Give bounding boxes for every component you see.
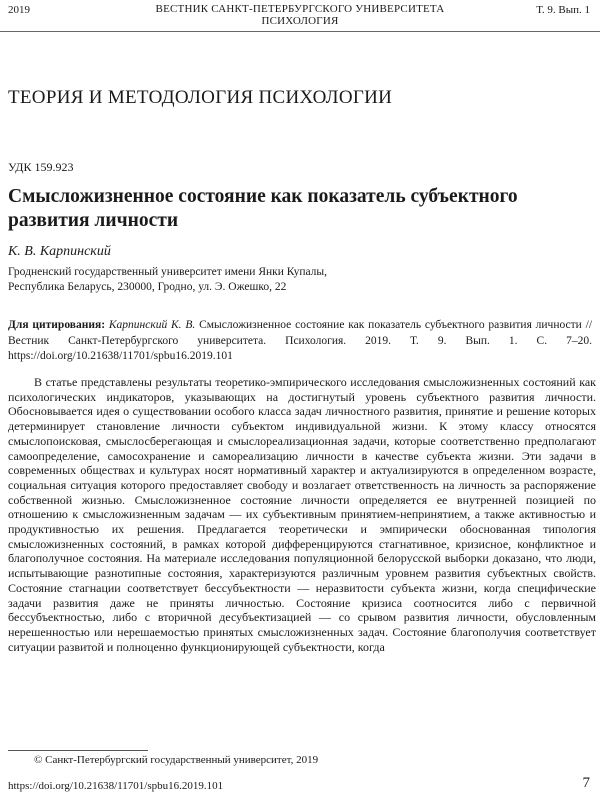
citation-author: Карпинский К. В. (108, 319, 196, 331)
citation-block (8, 318, 592, 365)
header-journal-line1: ВЕСТНИК САНКТ-ПЕТЕРБУРГСКОГО УНИВЕРСИТЕТА (155, 3, 445, 15)
citation-text: Смысложизненное состояние как показатель субъектного развития личности // Вестник Санкт-Петербургского университета. Психология. 2019. Т. 9. Вып. 1. С. 7–20. https://doi.org/10.21638/11701/spbu16.2019.101 (8, 319, 593, 362)
abstract-text: В статье представлены результаты теоретико-эмпирического исследования смысложизненных состояний как психологических индикаторов, указывающих на достигнутый уровень субъектного развития личности. Обосновывается идея о существовании особого класса задач личностного развития, принятие и решение которых детерминирует становление личности субъектом индивидуальной жизни. К этому классу относятся смыслопоисковая, смыслосберегающая и смыслореализационная задачи, которые соответственно предполагают самоопределение, самосохранение и самореализацию личности в качестве субъекта жизни. Эти задачи в современных обществах и культурах носят нормативный характер и актуализируются в определенном возрасте, социальная ситуация которого предоставляет свободу и возлагает ответственность на личность за распоряжение собственной жизнью. Смысложизненное состояние личности определяется ее внутренней позицией по отношению к смысложизненным задачам — их субъективным принятием-непринятием, а также активностью и продуктивностью их решения. Предлагается теоретически и эмпирически обоснованная типология смысложизненных состояний, в рамках которой дифференцируются стагнативное, кризисное, конфликтное и благополучное состояния. На материале исследования популяционной белорусской выборки доказано, что люди, испытывающие разнотипные состояния, характеризуются различным уровнем развития субъектных свойств. Состояние стагнации соответствует бессубъектности — неразвитости субъекта жизни, когда специфические задачи развития даже не приняты личностью. Состояние кризиса соотносится либо с первичной бессубъектностью, либо с вторичной десубъектизацией — со срывом развития личности, обусловленным нерешенностью или нерешаемостью принятых смысложизненных задач. Состояние благополучия соответствует ситуации развитой и полноценно функционирующей субъектности, когда (8, 375, 596, 654)
affiliation-line2: Республика Беларусь, 230000, Гродно, ул. Э. Ожешко, 22 (8, 281, 287, 293)
footnote-rule (8, 750, 148, 751)
udk-code: УДК 159.923 (8, 160, 74, 174)
copyright-note: © Санкт-Петербургский государственный университет, 2019 (34, 754, 319, 766)
header-rule (0, 31, 600, 32)
author-affiliation (8, 265, 588, 295)
page-number: 7 (582, 775, 590, 791)
header-volume: Т. 9. Вып. 1 (536, 4, 590, 16)
citation-label: Для цитирования: (8, 319, 106, 331)
article-title: Смысложизненное состояние как показатель субъектного развития личности (8, 186, 518, 231)
doi-link[interactable]: https://doi.org/10.21638/11701/spbu16.2019.101 (8, 780, 224, 792)
header-journal-line2: ПСИХОЛОГИЯ (261, 15, 339, 27)
article-author: К. В. Карпинский (8, 244, 111, 259)
section-title: ТЕОРИЯ И МЕТОДОЛОГИЯ ПСИХОЛОГИИ (8, 87, 393, 108)
running-header (0, 0, 600, 40)
header-year: 2019 (8, 4, 30, 16)
header-journal-name (100, 3, 500, 27)
affiliation-line1: Гродненский государственный университет имени Янки Купалы, (8, 266, 328, 278)
